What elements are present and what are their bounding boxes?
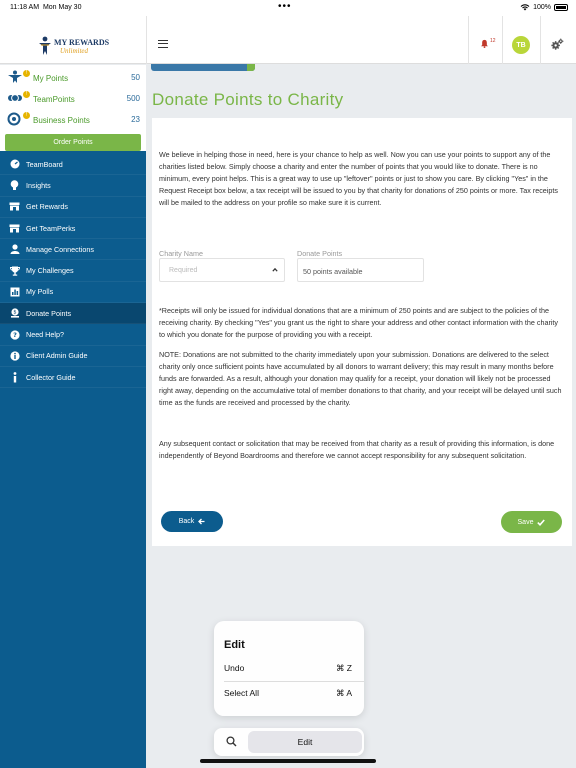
edit-menu-button[interactable]: Edit: [248, 731, 362, 753]
user-icon: [9, 244, 20, 255]
check-icon: [537, 519, 545, 526]
sidebar-item-client-admin-guide[interactable]: Client Admin Guide: [0, 346, 146, 367]
sidebar-item-insights[interactable]: Insights: [0, 175, 146, 196]
select-all-menu-item[interactable]: Select All ⌘ A: [224, 688, 352, 698]
sidebar-item-get-teamperks[interactable]: Get TeamPerks: [0, 218, 146, 239]
status-bar: [0, 0, 576, 16]
user-avatar[interactable]: TB: [512, 36, 530, 54]
sidebar-item-donate-points[interactable]: $ Donate Points: [0, 303, 146, 324]
save-button[interactable]: Save: [501, 511, 562, 533]
back-button[interactable]: Back: [161, 511, 223, 532]
team-points-icon: [7, 91, 23, 105]
status-time: 11:18 AM Mon May 30: [10, 4, 82, 11]
sidebar-item-my-challenges[interactable]: My Challenges: [0, 260, 146, 281]
wifi-icon: [520, 3, 530, 11]
notification-count: 12: [490, 38, 496, 44]
app-logo[interactable]: [38, 36, 110, 58]
sidebar-item-teamboard[interactable]: TeamBoard: [0, 154, 146, 175]
sidebar-item-get-rewards[interactable]: Get Rewards: [0, 197, 146, 218]
app-header: [0, 16, 576, 64]
edit-shortcut-bar: [214, 728, 364, 756]
battery-percent: 100%: [533, 3, 551, 11]
undo-menu-item[interactable]: Undo ⌘ Z: [224, 663, 352, 673]
home-indicator[interactable]: [200, 759, 376, 763]
business-points-row[interactable]: ! Business Points 23: [0, 109, 146, 130]
my-points-row[interactable]: ! My Points 50: [0, 67, 146, 88]
disclaimer-text: Any subsequent contact or solicitation that may be received from that charity as a result of providing this information, is done independently of Beyond Boardrooms and therefore we cannot accept responsibility for any subsequent solicitation.: [159, 439, 555, 460]
charity-select[interactable]: [159, 258, 285, 282]
team-points-row[interactable]: ! TeamPoints 500: [0, 88, 146, 109]
sidebar-item-manage-connections[interactable]: Manage Connections: [0, 239, 146, 260]
donate-form-card: [152, 118, 572, 546]
donate-points-input[interactable]: 50 points available: [297, 258, 424, 282]
sidebar-nav: [0, 154, 146, 388]
info-icon: [9, 372, 20, 383]
chevron-up-icon: [272, 267, 278, 273]
poll-icon: [9, 286, 20, 297]
sidebar-item-my-polls[interactable]: My Polls: [0, 282, 146, 303]
logo-text: MY REWARDS: [54, 38, 110, 47]
store-icon: [9, 201, 20, 212]
battery-icon: [554, 4, 568, 11]
person-points-icon: [7, 70, 23, 84]
help-icon: [9, 329, 20, 340]
bell-icon[interactable]: [480, 39, 489, 48]
logo-subtext: Unlimited: [60, 47, 88, 55]
sidebar: [0, 65, 146, 768]
edit-menu-title: Edit: [224, 639, 245, 651]
store-icon: [9, 223, 20, 234]
receipt-note: *Receipts will only be issued for individual donations that are a minimum of 250 points and are subject to the policies of the receiving charity. By checking "Yes" you grant us the right to share your address and other contact information with the charity to which you donate for the purpose of providing you with a receipt.: [159, 306, 559, 339]
charity-select-placeholder: Required: [169, 267, 198, 274]
order-points-button[interactable]: Order Points: [5, 134, 141, 151]
dashboard-icon: [9, 159, 20, 170]
logo-figure-icon: [38, 36, 52, 56]
lightbulb-icon: [9, 180, 20, 191]
charity-name-label: Charity Name: [159, 249, 203, 258]
multitasking-dots[interactable]: •••: [278, 1, 292, 12]
previous-tab-tag: [151, 64, 255, 71]
donate-icon: [9, 308, 20, 319]
points-summary: [0, 65, 146, 151]
donation-note: NOTE: Donations are not submitted to the charity immediately upon your submission. Donations are delivered to the select charity only once sufficient points have accumulated by all donors to warrant delivery; this may result in many months before funds are forwarded. As a result, although your donation may qualify for a receipt, your donation will likely not be processed right away, depending on the accumulative total of member donations to that charity, and your receipt will be delayed until such time as the funds are received and processed by the charity.: [159, 350, 562, 407]
edit-menu: [214, 621, 364, 716]
svg-text:$: $: [12, 309, 17, 316]
menu-toggle-icon[interactable]: [158, 40, 168, 48]
search-icon[interactable]: [226, 736, 237, 747]
donate-points-label: Donate Points: [297, 249, 343, 258]
trophy-icon: [9, 265, 20, 276]
arrow-left-icon: [198, 518, 205, 525]
business-points-icon: [7, 112, 23, 126]
sidebar-item-collector-guide[interactable]: Collector Guide: [0, 367, 146, 388]
info-icon: [9, 350, 20, 361]
intro-text: We believe in helping those in need, here is your chance to help as well. Now you can use your points to support any of the charities listed below. Simply choose a charity and enter the number of points that you would like to donate. There is no minimum, every point helps. This is a great way to use up "leftover" points or just to show you care. By clicking "Yes" in the Request Receipt box below, a tax receipt will be issued to you by that charity for donations of 250 points or more. Tax receipts will be mailed to the address on your profile so make sure it is current.: [159, 150, 558, 207]
page-title: Donate Points to Charity: [152, 90, 344, 109]
svg-text:?: ?: [12, 330, 17, 339]
sidebar-item-need-help[interactable]: ? Need Help?: [0, 324, 146, 345]
gears-icon[interactable]: [551, 38, 564, 51]
